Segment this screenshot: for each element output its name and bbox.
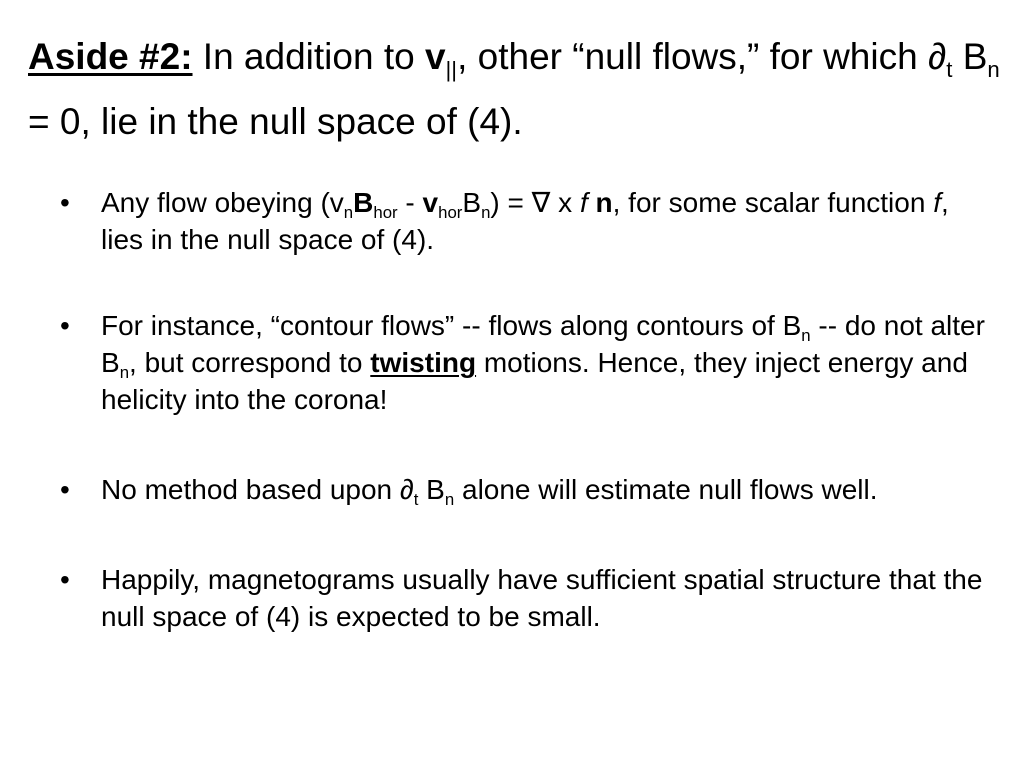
bullet-text: Happily, magnetograms usually have sufficient spatial structure that the null space of (4) is expected to be small. — [101, 564, 983, 632]
bullet-text — [588, 187, 596, 218]
bullet-text: alone will estimate null flows well. — [454, 474, 878, 505]
bullet-list — [60, 184, 990, 688]
bullet-text: For instance, “contour flows” -- flows along contours of B — [101, 310, 802, 341]
title-velocity-subscript: || — [445, 56, 458, 82]
subscript: n — [343, 202, 354, 222]
bullet-item-no-method — [60, 471, 990, 508]
bold-symbol: v — [422, 187, 439, 218]
bullet-text: Any flow obeying (v — [101, 187, 344, 218]
bullet-item-happily — [60, 561, 990, 635]
bullet-marker: • — [60, 310, 70, 341]
subscript: n — [481, 202, 491, 222]
subscript: n — [801, 325, 811, 345]
bullet-item-contour-flows — [60, 307, 990, 418]
emphasized-word: twisting — [370, 347, 477, 378]
title-text: B — [952, 36, 988, 77]
title-text: In addition to — [192, 36, 425, 77]
subscript: hor — [373, 202, 398, 222]
slide-title — [28, 24, 1008, 154]
bullet-text: , but correspond to — [129, 347, 371, 378]
bold-symbol: B — [353, 187, 374, 218]
bullet-text: B — [462, 187, 482, 218]
subscript: hor — [438, 202, 463, 222]
bullet-text: , for some scalar function — [612, 187, 934, 218]
title-t-subscript: t — [946, 56, 953, 82]
title-velocity-symbol: v — [424, 36, 446, 77]
bullet-item-any-flow — [60, 184, 990, 258]
bold-symbol: n — [595, 187, 613, 218]
title-n-subscript: n — [987, 56, 1000, 82]
bullet-text: -- do not alter B — [101, 310, 985, 378]
subscript: n — [119, 362, 130, 382]
bullet-text: motions. Hence, they inject energy and helicity into the corona! — [101, 347, 968, 415]
bullet-text: , lies in the null space of (4). — [101, 187, 949, 255]
partial-symbol: ∂ — [399, 474, 414, 505]
title-text: , other “null flows,” for which — [457, 36, 928, 77]
title-text: = 0, lie in the null space of (4). — [28, 101, 523, 142]
bullet-text: B — [418, 474, 445, 505]
bullet-text: No method based upon — [101, 474, 400, 505]
italic-symbol: f — [579, 187, 588, 218]
bullet-text: ) = ∇ x — [490, 187, 580, 218]
title-partial-symbol: ∂ — [927, 36, 947, 77]
italic-symbol: f — [933, 187, 941, 218]
bullet-text: - — [397, 187, 423, 218]
bullet-marker: • — [60, 187, 70, 218]
bullet-marker: • — [60, 564, 70, 595]
bullet-marker: • — [60, 474, 70, 505]
title-label: Aside #2: — [28, 36, 193, 77]
subscript: n — [444, 489, 455, 509]
subscript: t — [413, 489, 419, 509]
